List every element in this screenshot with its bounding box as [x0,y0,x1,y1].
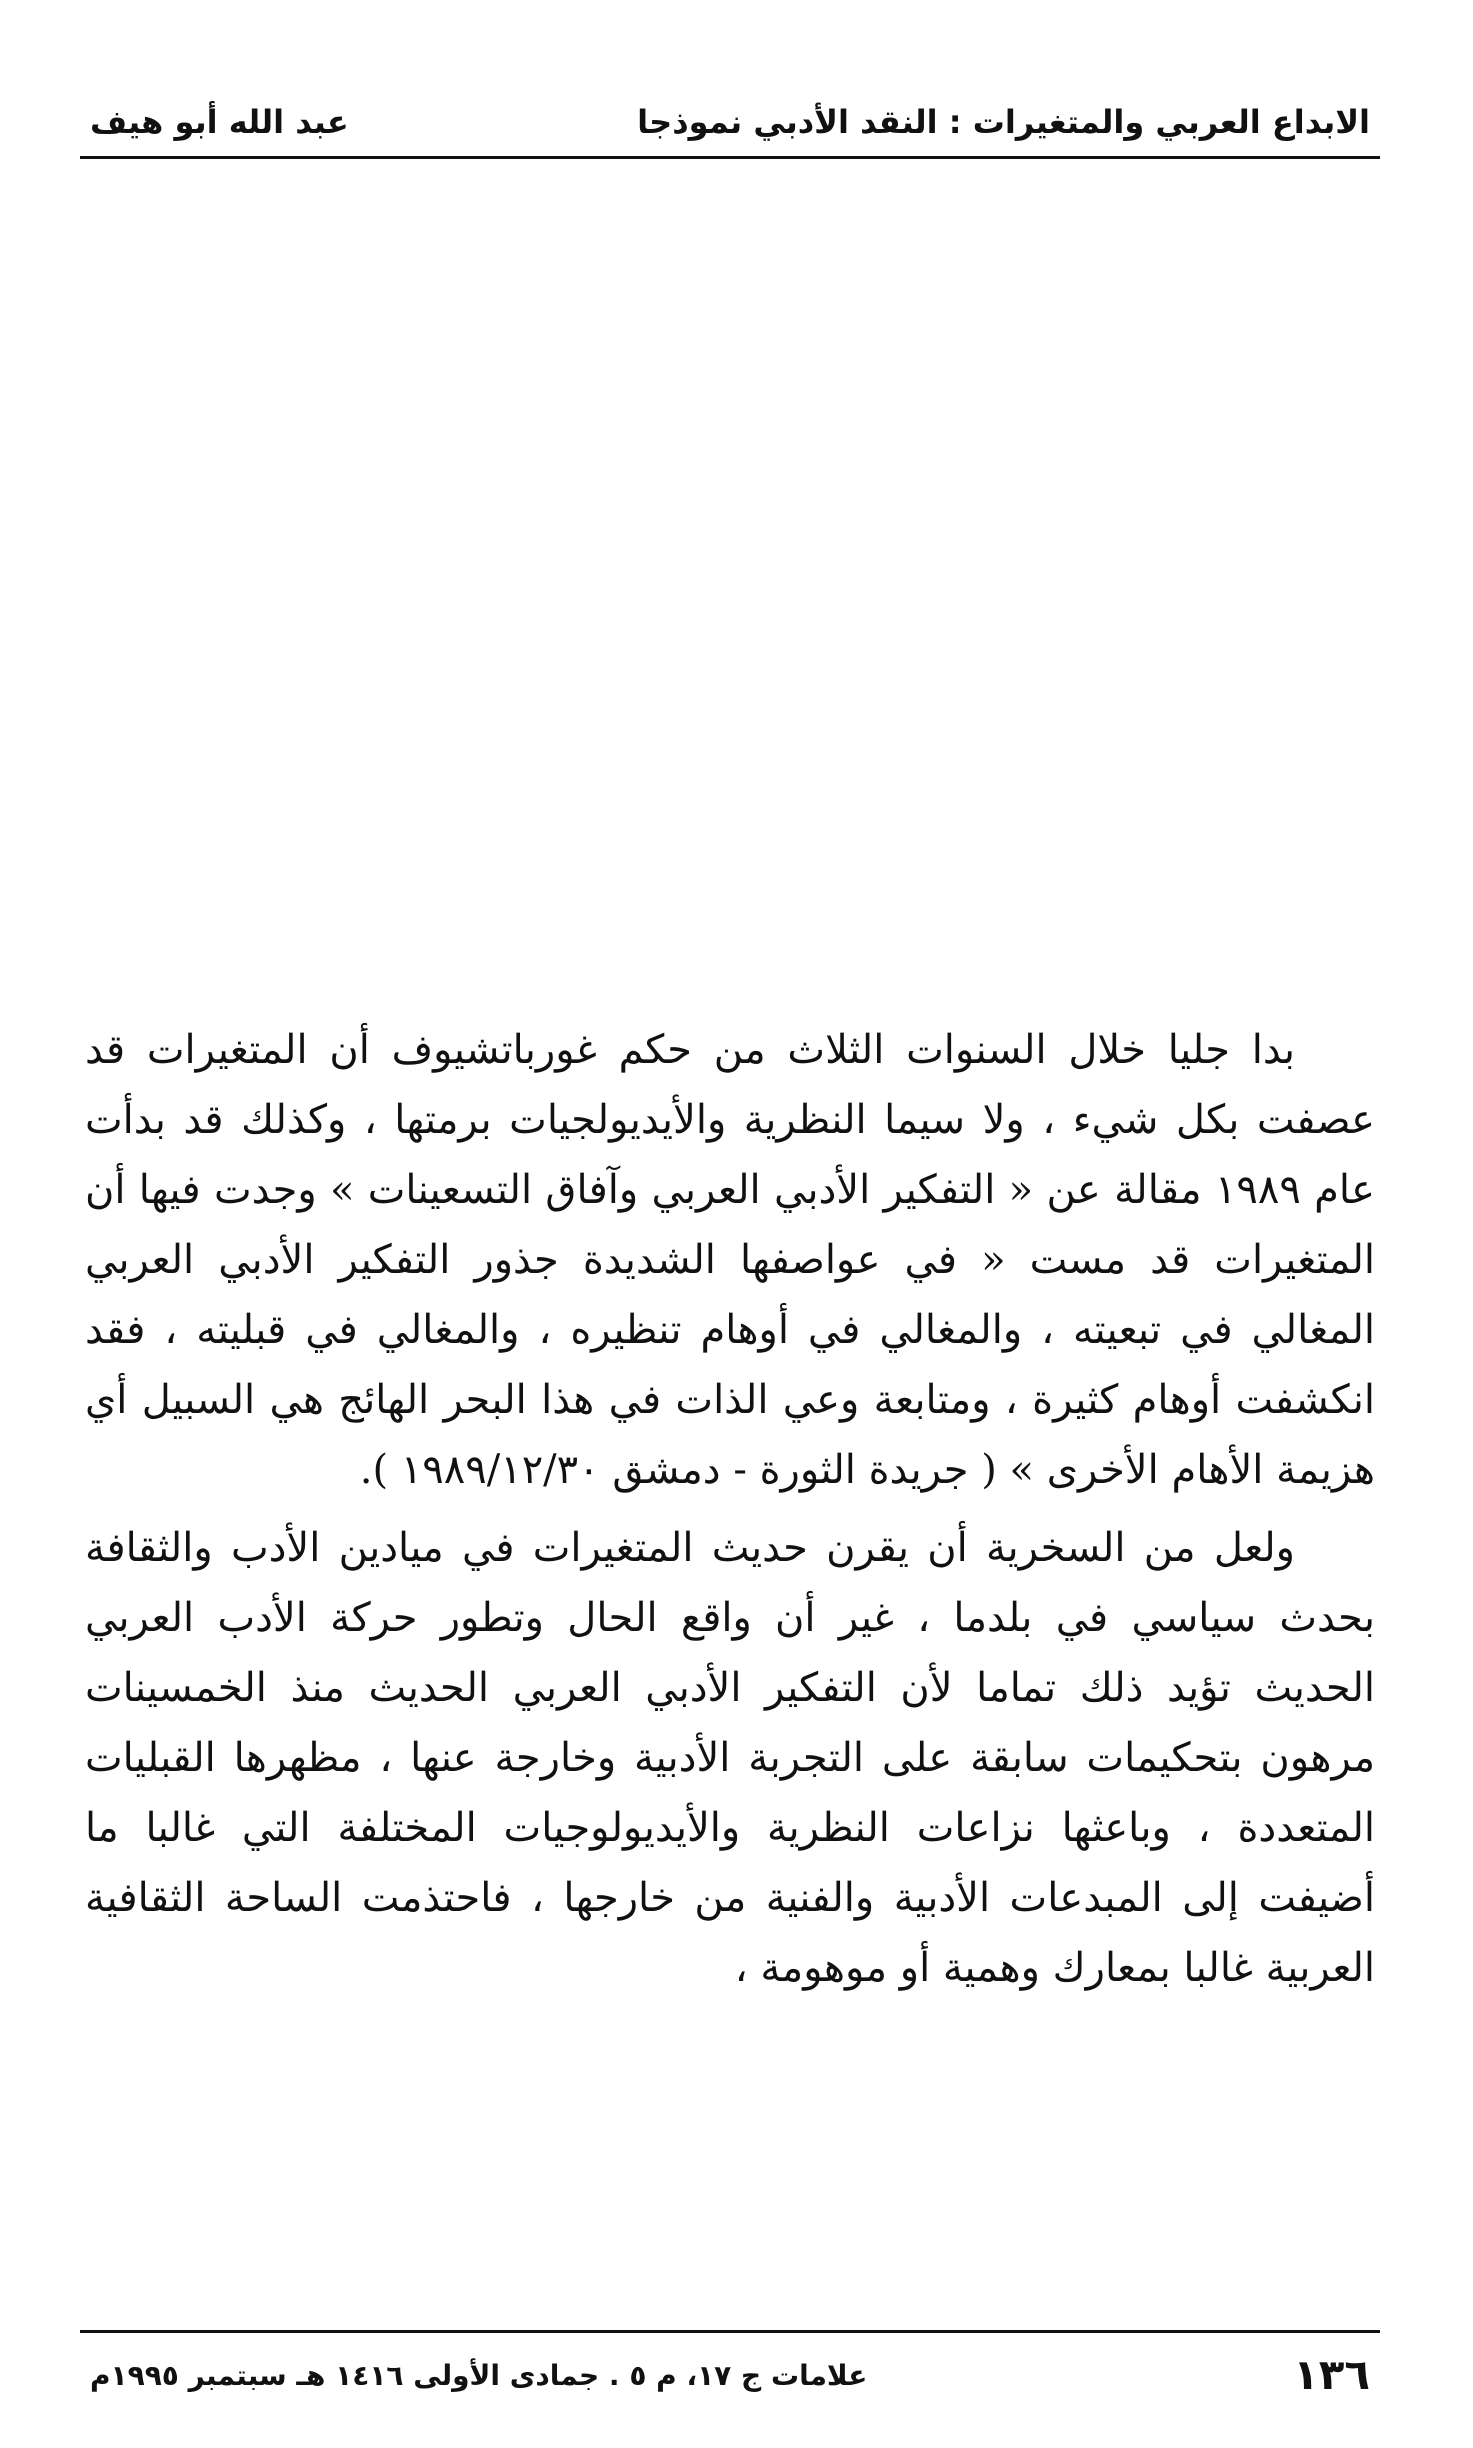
paragraph-1: بدا جليا خلال السنوات الثلاث من حكم غورباتشيوف أن المتغيرات قد عصفت بكل شيء ، ولا سيما النظرية والأيديولجيات برمتها ، وكذلك قد بدأت عام ١٩٨٩ مقالة عن « التفكير الأدبي العربي وآفاق التسعينات » وجدت فيها أن المتغيرات قد مست « في عواصفها الشديدة جذور التفكير الأدبي العربي المغالي في تبعيته ، والمغالي في أوهام تنظيره ، والمغالي في قبليته ، فقد انكشفت أوهام كثيرة ، ومتابعة وعي الذات في هذا البحر الهائج هي السبيل أي هزيمة الأهام الأخرى » ( جريدة الثورة - دمشق ١٩٨٩/١٢/٣٠ ). [85,1027,1375,1493]
page-number: ١٣٦ [1293,2350,1370,2399]
header-rule [80,156,1380,159]
page-footer [80,2345,1380,2405]
article-body [85,1015,1375,2011]
paragraph-2: ولعل من السخرية أن يقرن حديث المتغيرات في ميادين الأدب والثقافة بحدث سياسي في بلدما ، غير أن واقع الحال وتطور حركة الأدب العربي الحديث تؤيد ذلك تماما لأن التفكير الأدبي العربي الحديث منذ الخمسينات مرهون بتحكيمات سابقة على التجربة الأدبية وخارجة عنها ، مظهرها القبليات المتعددة ، وباعثها نزاعات النظرية والأيديولوجيات المختلفة التي غالبا ما أضيفت إلى المبدعات الأدبية والفنية من خارجها ، فاحتذمت الساحة الثقافية العربية غالبا بمعارك وهمية أو موهومة ، [85,1525,1375,1991]
header-author: عبد الله أبو هيف [90,103,349,141]
journal-info: علامات ج ١٧، م ٥ . جمادى الأولى ١٤١٦ هـ سبتمبر ١٩٩٥م [90,2359,868,2392]
running-header [80,92,1380,152]
footer-rule [80,2330,1380,2333]
header-title: الابداع العربي والمتغيرات : النقد الأدبي نموذجا [637,103,1370,141]
